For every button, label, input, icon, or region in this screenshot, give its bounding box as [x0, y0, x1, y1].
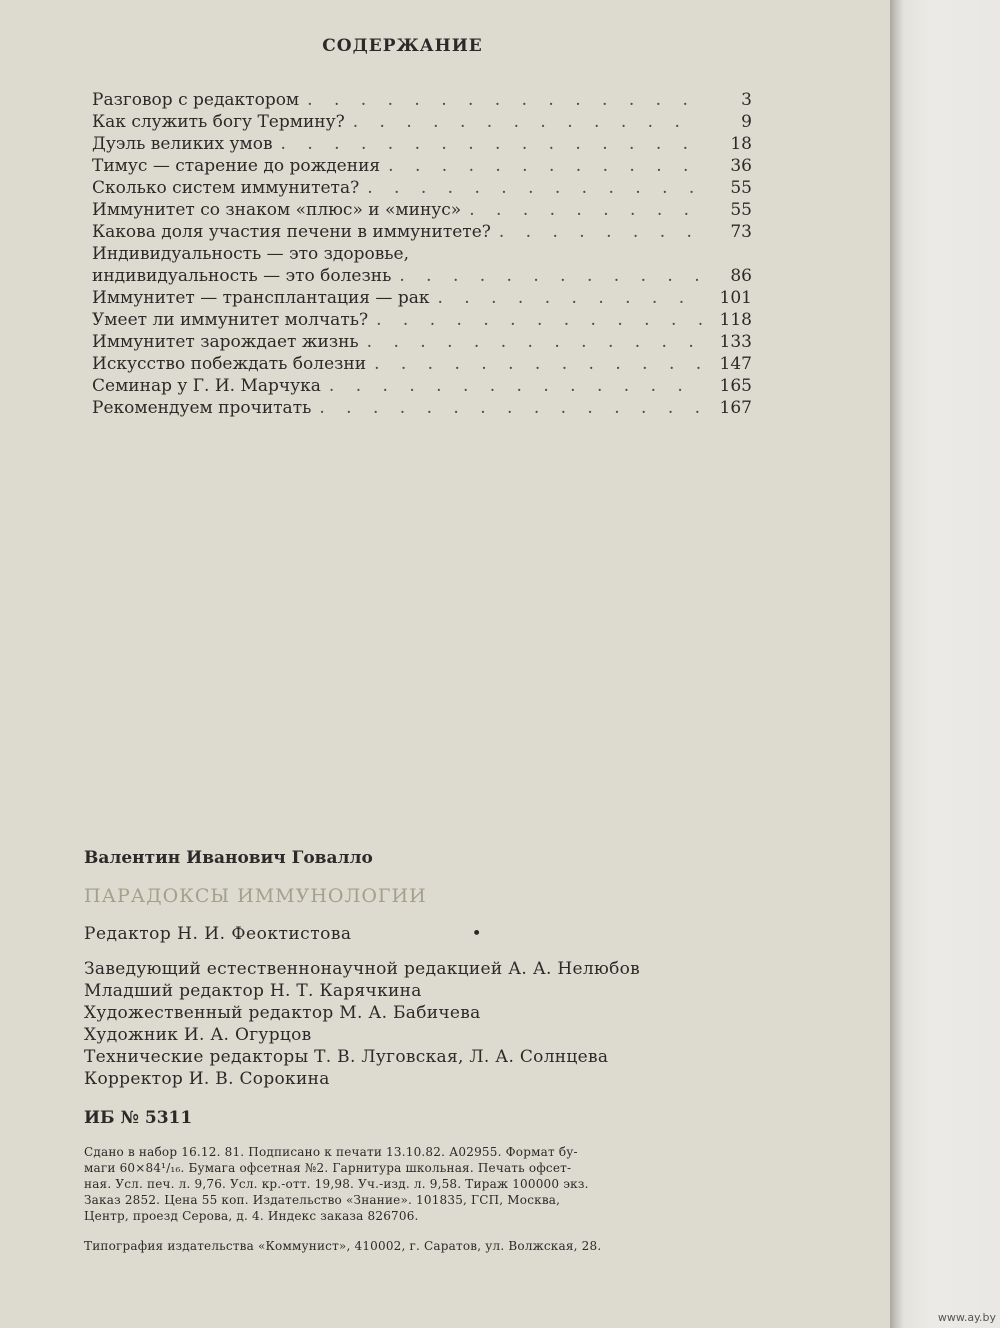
- toc-entry-page: 86: [730, 266, 752, 286]
- toc-leader-dots: [491, 221, 702, 243]
- toc-entry-page: 147: [719, 354, 752, 374]
- author-name: Валентин Иванович Говалло: [84, 848, 373, 868]
- publication-details-line: Заказ 2852. Цена 55 коп. Издательство «Знание». 101835, ГСП, Москва,: [84, 1193, 561, 1207]
- toc-entry: [92, 353, 752, 375]
- toc-entry-title: Рекомендуем прочитать: [92, 398, 312, 418]
- toc-entry-title: Как служить богу Термину?: [92, 112, 345, 132]
- toc-entry-page: 133: [719, 332, 752, 352]
- staff-credit: Художественный редактор М. А. Бабичева: [84, 1003, 481, 1023]
- toc-leader-dots: [321, 375, 702, 397]
- toc-leader-dots: [366, 353, 702, 375]
- toc-heading: СОДЕРЖАНИЕ: [322, 36, 483, 56]
- toc-entry: [92, 309, 752, 331]
- editor-name: Редактор Н. И. Феоктистова: [84, 924, 352, 944]
- toc-leader-dots: [368, 309, 702, 331]
- toc-entry: [92, 265, 752, 287]
- toc-entry-title: Индивидуальность — это здоровье,: [92, 244, 410, 264]
- toc-leader-dots: [359, 177, 702, 199]
- imprint-block: [84, 846, 784, 1254]
- watermark: www.ay.by: [937, 1311, 996, 1324]
- table-of-contents: [92, 89, 752, 419]
- publication-details-line: Центр, проезд Серова, д. 4. Индекс заказа 826706.: [84, 1209, 419, 1223]
- toc-leader-dots: [461, 199, 702, 221]
- toc-entry: [92, 375, 752, 397]
- toc-entry-title: Иммунитет — трансплантация — рак: [92, 288, 430, 308]
- staff-credit: Корректор И. В. Сорокина: [84, 1069, 330, 1089]
- toc-entry: [92, 89, 752, 111]
- toc-entry: [92, 111, 752, 133]
- toc-entry-title: Иммунитет со знаком «плюс» и «минус»: [92, 200, 462, 220]
- toc-entry: [92, 397, 752, 419]
- toc-entry-title: Сколько систем иммунитета?: [92, 178, 360, 198]
- toc-leader-dots: [429, 287, 702, 309]
- staff-credit: Художник И. А. Огурцов: [84, 1025, 312, 1045]
- facing-page-edge: [890, 0, 1000, 1328]
- toc-entry-page: 165: [719, 376, 752, 396]
- toc-entry-page: 73: [730, 222, 752, 242]
- book-title: ПАРАДОКСЫ ИММУНОЛОГИИ: [84, 885, 427, 907]
- publication-details-line: Сдано в набор 16.12. 81. Подписано к печати 13.10.82. А02955. Формат бу-: [84, 1145, 578, 1159]
- toc-entry: [92, 243, 752, 265]
- staff-credit: Технические редакторы Т. В. Луговская, Л. А. Солнцева: [84, 1047, 609, 1067]
- toc-entry-title: Семинар у Г. И. Марчука: [92, 376, 321, 396]
- toc-entry-page: 55: [730, 200, 752, 220]
- toc-entry-page: 18: [730, 134, 752, 154]
- staff-credit: Младший редактор Н. Т. Карячкина: [84, 981, 422, 1001]
- toc-entry-page: 3: [741, 90, 752, 110]
- toc-entry-page: 167: [719, 398, 752, 418]
- publication-details: [84, 1144, 769, 1224]
- toc-entry-page: 55: [730, 178, 752, 198]
- publication-details-line: ная. Усл. печ. л. 9,76. Усл. кр.-отт. 19,98. Уч.-изд. л. 9,58. Тираж 100000 экз.: [84, 1177, 589, 1191]
- editor-mark: •: [471, 924, 483, 944]
- toc-leader-dots: [345, 111, 702, 133]
- toc-entry-title: Искусство побеждать болезни: [92, 354, 367, 374]
- ib-number: ИБ № 5311: [84, 1108, 193, 1128]
- toc-entry-title: Дуэль великих умов: [92, 134, 273, 154]
- toc-leader-dots: [311, 397, 702, 419]
- toc-entry-page: 36: [730, 156, 752, 176]
- toc-entry: [92, 177, 752, 199]
- toc-entry-title: Какова доля участия печени в иммунитете?: [92, 222, 491, 242]
- toc-entry-page: 9: [741, 112, 752, 132]
- toc-entry-page: 118: [719, 310, 752, 330]
- toc-leader-dots: [359, 331, 702, 353]
- toc-entry: [92, 287, 752, 309]
- publication-details-line: маги 60×84¹/₁₆. Бумага офсетная №2. Гарнитура школьная. Печать офсет-: [84, 1161, 572, 1175]
- toc-entry-title: Умеет ли иммунитет молчать?: [92, 310, 369, 330]
- toc-leader-dots: [391, 265, 702, 287]
- toc-entry-title: Иммунитет зарождает жизнь: [92, 332, 359, 352]
- staff-list: [84, 958, 784, 1090]
- toc-entry: [92, 133, 752, 155]
- toc-entry: [92, 331, 752, 353]
- toc-leader-dots: [299, 89, 702, 111]
- editor-line: [84, 922, 784, 946]
- printer-line: Типография издательства «Коммунист», 410002, г. Саратов, ул. Волжская, 28.: [84, 1239, 602, 1253]
- toc-entry-title: Разговор с редактором: [92, 90, 300, 110]
- toc-entry-title: индивидуальность — это болезнь: [92, 266, 392, 286]
- toc-leader-dots: [380, 155, 702, 177]
- toc-entry-title: Тимус — старение до рождения: [92, 156, 381, 176]
- staff-credit: Заведующий естественнонаучной редакцией А. А. Нелюбов: [84, 959, 641, 979]
- toc-entry: [92, 221, 752, 243]
- toc-entry-page: 101: [719, 288, 752, 308]
- toc-entry: [92, 155, 752, 177]
- toc-entry: [92, 199, 752, 221]
- toc-leader-dots: [273, 133, 702, 155]
